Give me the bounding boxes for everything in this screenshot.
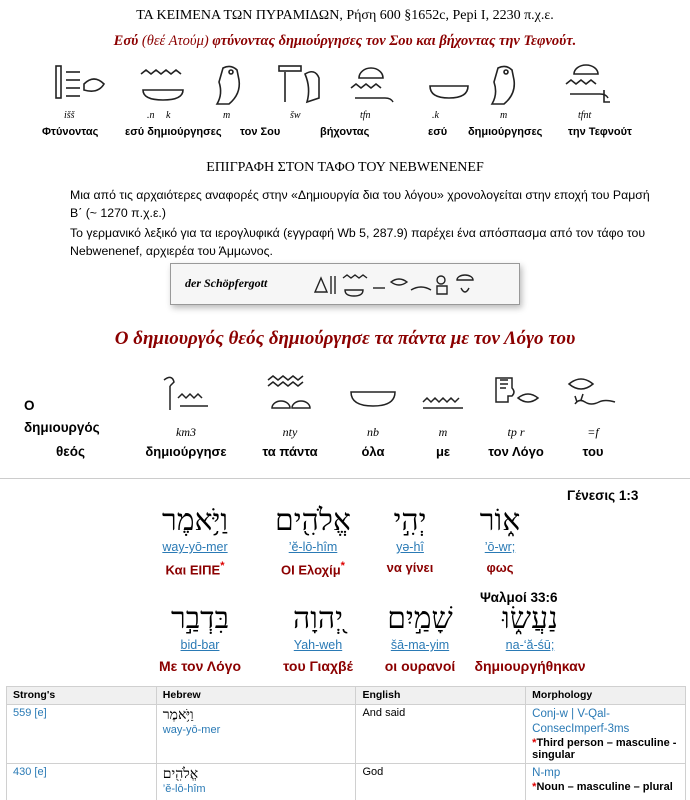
table-row [7, 764, 686, 800]
translit-m2: m [500, 110, 508, 121]
greek-gloss: Και ΕΙΠΕ [165, 562, 221, 578]
transliteration-link[interactable]: yə-hî [396, 540, 424, 554]
hebrew-word-bidbar [140, 602, 260, 674]
hebrew-text: אֱלֹהִ֖ים [275, 503, 351, 538]
gloss-created: δημιούργησες [468, 126, 543, 138]
greek-gloss: Με τον Λόγο [159, 658, 241, 674]
interlinear-table [6, 686, 686, 800]
note-star-icon: * [532, 737, 537, 749]
translit-k: k [166, 110, 171, 121]
column-header-morphology: Morphology [526, 687, 686, 705]
pyramid-text-translation [0, 33, 690, 50]
hebrew-text: אֱלֹהִ֖ים [162, 766, 199, 782]
transliteration[interactable]: way-yō-mer [162, 724, 221, 736]
column-header-english: English [356, 687, 526, 705]
glyph-nb-basket-icon [345, 372, 401, 414]
hieroglyph-feather-bird-icon [275, 60, 335, 108]
glyph-head-mouth-icon [488, 372, 544, 414]
transliteration-link[interactable]: ’ō-wr; [484, 540, 516, 554]
transliteration-link[interactable]: šā-ma-yim [390, 638, 450, 652]
reference-psalms: Ψαλμοί 33:6 [480, 590, 558, 605]
translit-f: =f [587, 425, 599, 439]
glyph-nty-icon [262, 372, 318, 414]
table-header-row [7, 687, 686, 705]
morphology-note: Noun – masculine – plural [536, 781, 673, 793]
transliteration-link[interactable]: bid-bar [180, 638, 220, 652]
scan-label: der Schöpfergott [185, 276, 268, 290]
hebrew-text: שָׁמַ֣יִם [387, 601, 453, 636]
column-header-hebrew: Hebrew [156, 687, 356, 705]
label-god: θεός [56, 444, 85, 459]
section-divider [0, 478, 690, 479]
hieroglyph-tefnut-icon [560, 60, 620, 108]
greek-gloss: δημιουργήθηκαν [474, 658, 586, 674]
reference-genesis: Γένεσις 1:3 [567, 488, 639, 503]
label-the: Ο [24, 398, 35, 413]
hieroglyph-spit-icon [50, 60, 110, 108]
hieroglyph-owl-2-icon [480, 60, 540, 108]
hebrew-text: וַיֹּ֥אמֶר [162, 707, 194, 723]
hebrew-text: יְ֭הוָה [292, 601, 344, 636]
greek-gloss: ΟΙ Ελοχίμ [281, 562, 341, 578]
glyph-horned-viper-icon [565, 372, 621, 414]
gloss-all-things: τα πάντα [262, 444, 318, 459]
gloss-created-3: δημιούργησε [145, 444, 227, 459]
hebrew-text: א֑וֹר [479, 503, 521, 538]
hieroglyph-strip-pyramid [40, 60, 650, 145]
section-title-nebwenenef: ΕΠΙΓΡΑΦΗ ΣΤΟΝ ΤΑΦΟ ΤΟΥ NEBWENENEF [206, 160, 484, 175]
hebrew-word-wayomer [135, 504, 255, 577]
greek-gloss: φως [486, 560, 514, 575]
hebrew-cell [156, 705, 356, 764]
subtitle-part-b: φτύνοντας δημιούργησες τον Σου και βήχοντας την Τεφνούτ. [208, 33, 577, 49]
translit-tpr: tp r [507, 425, 525, 439]
transliteration-link[interactable]: na-‘ă-śū; [505, 638, 555, 652]
hebrew-text: יְהִ֣י [393, 503, 427, 538]
footnote-star: * [220, 560, 225, 572]
gloss-shu: τον Σου [240, 126, 281, 138]
headline-creator-god: Ο δημιουργός θεός δημιούργησε τα πάντα με τον Λόγο του [114, 328, 576, 349]
english-cell: God [356, 764, 526, 800]
hebrew-text: נַעֲשׂ֑וּ [502, 601, 558, 636]
strongs-number-link[interactable]: 430 [e] [7, 764, 157, 800]
translit-nty: nty [282, 425, 298, 439]
translit-k2: .k [432, 110, 439, 121]
page-title: ΤΑ ΚΕΙΜΕΝΑ ΤΩΝ ΠΥΡΑΜΙΔΩΝ, Ρήση 600 §1652c, Pepi I, 2230 π.χ.ε. [136, 8, 554, 23]
translit-km3: km3 [176, 425, 196, 439]
hebrew-word-or [440, 504, 560, 575]
english-cell: And said [356, 705, 526, 764]
morphology-link[interactable]: Conj-w | V-Qal-ConsecImperf-3ms [532, 708, 630, 735]
gloss-you: εσύ [428, 126, 448, 138]
gloss-the-word: τον Λόγο [488, 444, 544, 459]
subtitle-part-a: Εσύ [113, 33, 142, 49]
transliteration-link[interactable]: ’ĕ-lō-hîm [288, 540, 338, 554]
greek-gloss: να γίνει [386, 560, 434, 575]
footnote-star: * [340, 560, 345, 572]
gloss-his: του [582, 444, 604, 459]
translit-tfn: tfn [360, 110, 371, 121]
gloss-tefnut: την Τεφνούτ [568, 126, 632, 138]
hieroglyph-basket-icon [420, 60, 480, 108]
hieroglyph-cough-icon [345, 60, 405, 108]
gloss-you-created: εσύ δημιούργησες [125, 126, 222, 138]
strongs-number-link[interactable]: 559 [e] [7, 705, 157, 764]
translit-nb: nb [367, 425, 379, 439]
translit-tfnt: tfnt [578, 110, 592, 121]
translit-iss: išš [64, 110, 75, 121]
glyph-km3-icon [158, 372, 214, 414]
scan-hieroglyphs-icon [311, 268, 511, 302]
gloss-everything: όλα [361, 444, 385, 459]
transliteration[interactable]: ’ĕ-lō-hîm [162, 783, 206, 795]
hebrew-word-naasu [470, 602, 590, 674]
gloss-with: με [435, 444, 451, 459]
hebrew-text: בִּדְבַ֣ר [170, 601, 230, 636]
transliteration-link[interactable]: Yah-weh [293, 638, 343, 652]
translit-m3: m [438, 425, 448, 439]
translit-m: m [223, 110, 231, 121]
subtitle-parenthetical: (θεέ Ατούμ) [141, 33, 209, 49]
column-header-strongs: Strong's [7, 687, 157, 705]
hebrew-word-shamayim [360, 602, 480, 674]
paragraph-wb-reference: Το γερμανικό λεξικό για τα ιερογλυφικά (εγγραφή Wb 5, 287.9) παρέχει ένα απόσπασμα από τον τάφο του Nebwenenef, αρχιερέα του Άμμωνος. [70, 226, 646, 258]
note-star-icon: * [532, 781, 537, 793]
hieroglyph-water-basket-icon [135, 60, 195, 108]
paragraph-creation-by-word: Μια από τις αρχαιότερες αναφορές στην «Δημιουργία δια του λόγου» χρονολογείται στην εποχή του Ραμσή Β΄ (~ 1270 π.χ.ε.) [70, 188, 650, 220]
greek-gloss: του Γιαχβέ [283, 658, 353, 674]
hebrew-text: וַיֹּ֥אמֶר [161, 503, 229, 538]
label-creator: δημιουργός [24, 420, 100, 435]
hebrew-cell [156, 764, 356, 800]
morphology-link[interactable]: N-mp [532, 767, 561, 779]
morphology-note: Third person – masculine - singular [532, 737, 677, 761]
gloss-coughing: βήχοντας [320, 126, 370, 138]
translit-sw: šw [290, 110, 301, 121]
gloss-spitting: Φτύνοντας [42, 126, 99, 138]
morphology-cell [526, 705, 686, 764]
greek-gloss: οι ουρανοί [384, 658, 456, 674]
translit-n: .n [147, 110, 155, 121]
dictionary-scan-image [170, 263, 520, 305]
hieroglyph-owl-icon [205, 60, 265, 108]
table-row [7, 705, 686, 764]
morphology-cell [526, 764, 686, 800]
transliteration-link[interactable]: way-yō-mer [162, 540, 228, 554]
glyph-m-icon [415, 372, 471, 414]
